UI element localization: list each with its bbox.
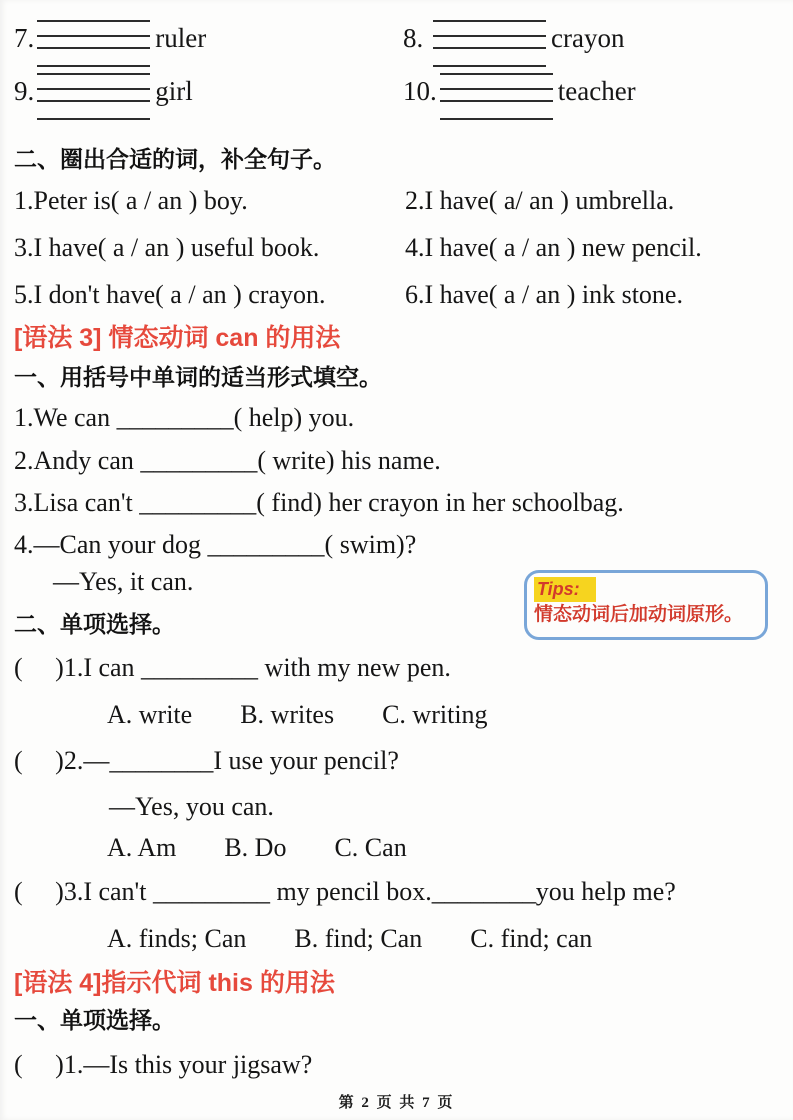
page-footer: 第 2 页 共 7 页: [338, 1095, 455, 1111]
option-c: C. writing: [382, 700, 488, 729]
four-line-grid: [37, 73, 150, 120]
grid-line: [440, 100, 553, 102]
four-line-grid: [440, 73, 553, 120]
option-a: A. Am: [107, 833, 177, 862]
circle-items-row-3: [14, 278, 779, 312]
exercise-line: 5.I don't have( a / an ) crayon.: [14, 280, 326, 309]
exercise-line: 1.Peter is( a / an ) boy.: [14, 186, 248, 215]
item-number: 8.: [403, 23, 430, 53]
option-b: B. writes: [240, 700, 335, 729]
grammar4-mc-section-title: 一、单项选择。: [14, 1007, 175, 1033]
fill-line: 4.—Can your dog _________( swim)?: [14, 530, 417, 559]
tips-text: 情态动词后加动词原形。: [534, 604, 744, 625]
option-a: A. write: [107, 700, 193, 729]
option-b: B. Do: [224, 833, 287, 862]
option-c: C. find; can: [470, 924, 593, 953]
grid-line: [37, 20, 150, 22]
four-line-grid: [37, 20, 150, 67]
grammar3-mc-section-title: 二、单项选择。: [14, 611, 175, 637]
four-line-grid: [433, 20, 546, 67]
item-word: teacher: [557, 76, 636, 106]
exercise-line: 2.I have( a/ an ) umbrella.: [405, 186, 675, 215]
grammar3-fill-section-title: 一、用括号中单词的适当形式填空。: [14, 364, 382, 390]
grid-line: [37, 88, 150, 90]
grid-line: [37, 65, 150, 67]
mc-question: ( )2.—________I use your pencil?: [14, 746, 399, 775]
writing-item-7: [14, 20, 403, 67]
tips-box: [524, 570, 768, 640]
fill-reply-line: —Yes, it can.: [53, 567, 194, 596]
grid-line: [433, 47, 546, 49]
mc-question: ( )1.—Is this your jigsaw?: [14, 1050, 313, 1079]
grid-line: [433, 35, 546, 37]
writing-row-2: [14, 73, 779, 120]
grammar4-heading: [语法 4]指示代词 this 的用法: [14, 969, 335, 997]
option-b: B. find; Can: [294, 924, 423, 953]
mc-options: [14, 831, 779, 865]
tips-label: Tips:: [534, 577, 596, 602]
circle-items-row-2: [14, 231, 779, 265]
item-number: 7.: [14, 23, 35, 53]
grid-line: [37, 47, 150, 49]
writing-item-10: [403, 73, 636, 120]
fill-line: 3.Lisa can't _________( find) her crayon in her schoolbag.: [14, 488, 624, 517]
fill-line: 1.We can _________( help) you.: [14, 403, 355, 432]
mc-options: [14, 922, 779, 956]
option-c: C. Can: [334, 833, 407, 862]
fill-line: 2.Andy can _________( write) his name.: [14, 446, 441, 475]
item-word: ruler: [155, 23, 207, 53]
mc-question: ( )3.I can't _________ my pencil box.________you help me?: [14, 877, 676, 906]
writing-item-9: [14, 73, 403, 120]
grid-line: [37, 73, 150, 75]
item-number: 10.: [403, 76, 437, 106]
item-word: girl: [155, 76, 193, 106]
exercise-line: 3.I have( a / an ) useful book.: [14, 233, 320, 262]
item-number: 9.: [14, 76, 35, 106]
exercise-line: 6.I have( a / an ) ink stone.: [405, 280, 683, 309]
mc-question: ( )1.I can _________ with my new pen.: [14, 653, 451, 682]
writing-row-1: [14, 20, 779, 67]
mc-reply-line: —Yes, you can.: [109, 792, 274, 821]
grid-line: [37, 35, 150, 37]
mc-options: [14, 698, 779, 732]
grid-line: [440, 88, 553, 90]
grammar3-heading: [语法 3] 情态动词 can 的用法: [14, 324, 341, 352]
grid-line: [433, 65, 546, 67]
option-a: A. finds; Can: [107, 924, 247, 953]
circle-items-row-1: [14, 184, 779, 218]
grid-line: [433, 20, 546, 22]
exercise-line: 4.I have( a / an ) new pencil.: [405, 233, 702, 262]
item-word: crayon: [551, 23, 625, 53]
grid-line: [37, 100, 150, 102]
grid-line: [440, 118, 553, 120]
section-circle-title: 二、圈出合适的词，补全句子。: [14, 146, 336, 172]
grid-line: [37, 118, 150, 120]
grid-line: [440, 73, 553, 75]
writing-item-8: [403, 20, 624, 67]
